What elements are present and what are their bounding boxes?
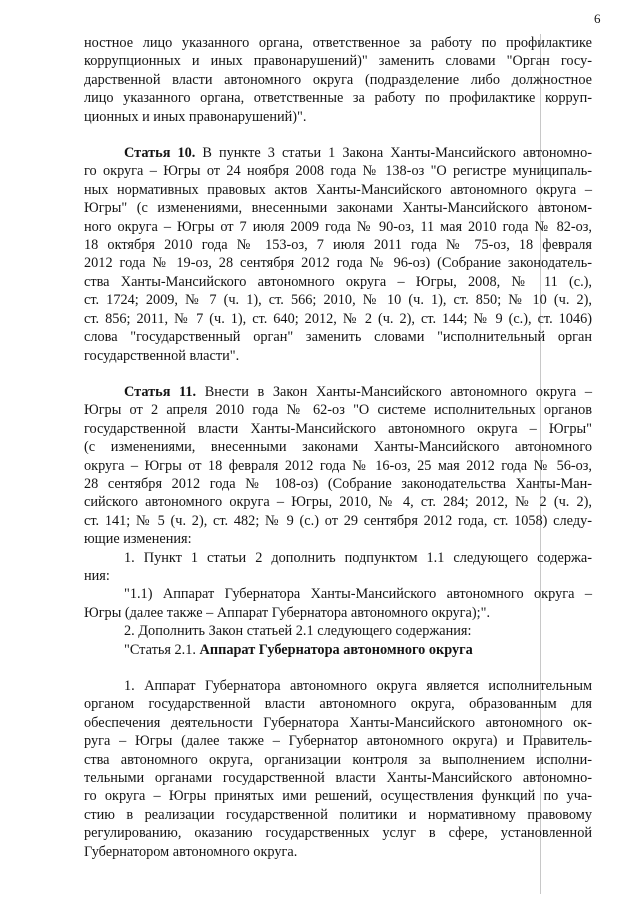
text-line: округа – Югры от 18 февраля 2012 года № 16-оз, 25 мая 2012 года № 56-оз, [84,457,592,474]
new-article-title: Аппарат Губернатора автономного округа [199,641,473,658]
text-line: регулированию, оказанию государственных услуг в сфере, установленной [84,825,592,842]
item-1-line: 1. Пункт 1 статьи 2 дополнить подпунктом 1.1 следующего содержа- [124,549,592,566]
item-2-line: 2. Дополнить Закон статьей 2.1 следующего содержания: [124,623,472,640]
text-line: руга – Югры (далее также – Губернатор автономного округа) и Правитель- [84,733,592,750]
article-10-title: Статья 10. [124,145,196,162]
text-segment: В пункте 3 статьи 1 Закона Ханты-Мансийского автономно- [195,145,592,162]
text-line: ющие изменения: [84,531,192,548]
text-line: го округа – Югры принятых ими решений, осуществления функций по уча- [84,788,592,805]
text-line: ностное лицо указанного органа, ответственное за работу по профилактике [84,35,592,51]
text-line: 18 октября 2010 года № 153-оз, 7 июля 2011 года № 75-оз, 18 февраля [84,237,592,254]
text-line: государственной власти". [84,347,240,364]
article-11-first-line [84,383,592,401]
article-10 [84,144,592,365]
text-line: слова "государственный орган" заменить словами "исполнительный орган [84,329,592,346]
text-line: сийского автономного округа – Югры, 2010, № 4, ст. 284; 2012, № 2 (ч. 2), [84,494,592,511]
article-11-title: Статья 11. [124,383,197,400]
new-article-heading [84,641,592,659]
text-line: ст. 1724; 2009, № 7 (ч. 1), ст. 566; 2010, № 10 (ч. 1), ст. 850; № 10 (ч. 2), [84,292,592,309]
text-line: 2012 года № 19-оз, 28 сентября 2012 года № 96-оз) (Собрание законодатель- [84,255,592,272]
text-line: стию в реализации государственной политики и нормативному правовому [84,806,592,823]
item-1-line: ния: [84,567,110,584]
text-line: тельными органами государственной власти Ханты-Мансийского автономно- [84,770,592,787]
text-line: дарственной власти автономного округа (подразделение либо должностное [84,71,592,88]
document-body [84,34,592,861]
article-11 [84,383,592,659]
clause-1 [84,677,592,861]
text-segment: Внести в Закон Ханты-Мансийского автономного округа – [196,383,592,400]
text-line: Югры от 2 апреля 2010 года № 62-оз "О системе исполнительных органов [84,402,592,419]
text-line: Губернатором автономного округа. [84,843,298,860]
text-line: органом государственной власти автономного округа, образованным для [84,696,592,713]
text-line: лицо указанного органа, ответственные за работу по профилактике корруп- [84,90,592,107]
text-line: государственной власти Ханты-Мансийского автономного округа – Югры" [84,420,592,437]
text-line: ст. 856; 2011, № 7 (ч. 1), ст. 640; 2012, № 2 (ч. 2), ст. 144; № 9 (с.), ст. 1046) [84,310,592,327]
text-line: го округа – Югры от 24 ноября 2008 года № 138-оз "О регистре муниципаль- [84,163,592,180]
text-line: ства Ханты-Мансийского автономного округа – Югры, 2008, № 11 (с.), [84,273,592,290]
continued-paragraph [84,34,592,126]
text-line: ного округа – Югры от 7 июля 2009 года № 90-оз, 11 мая 2010 года № 82-оз, [84,218,592,235]
page-number: 6 [594,11,601,26]
text-line: ных нормативных правовых актов Ханты-Мансийского автономного округа – [84,181,592,198]
article-10-first-line [84,144,592,162]
text-line: Югры" (с изменениями, внесенными законами Ханты-Мансийского автоном- [84,200,592,217]
text-line: коррупционных и иных правонарушений)" заменить словами "Орган госу- [84,53,592,70]
quote-line: Югры (далее также – Аппарат Губернатора автономного округа);". [84,604,491,621]
text-line: ционных и иных правонарушений)". [84,108,307,125]
text-line: 1. Аппарат Губернатора автономного округа является исполнительным [124,678,592,694]
new-article-prefix: "Статья 2.1. [124,641,200,658]
text-line: (с изменениями, внесенными законами Ханты-Мансийского автономного [84,439,592,456]
text-line: обеспечения деятельности Губернатора Ханты-Мансийского автономного ок- [84,714,592,731]
text-line: ст. 141; № 5 (ч. 2), ст. 482; № 9 (с.) от 29 сентября 2012 года, ст. 1058) следу- [84,512,592,529]
text-line: 28 сентября 2012 года № 108-оз) (Собрание законодательства Ханты-Ман- [84,475,592,492]
text-line: ства автономного округа, организации контроля за выполнением исполни- [84,751,592,768]
quote-line: "1.1) Аппарат Губернатора Ханты-Мансийского автономного округа – [124,586,592,603]
